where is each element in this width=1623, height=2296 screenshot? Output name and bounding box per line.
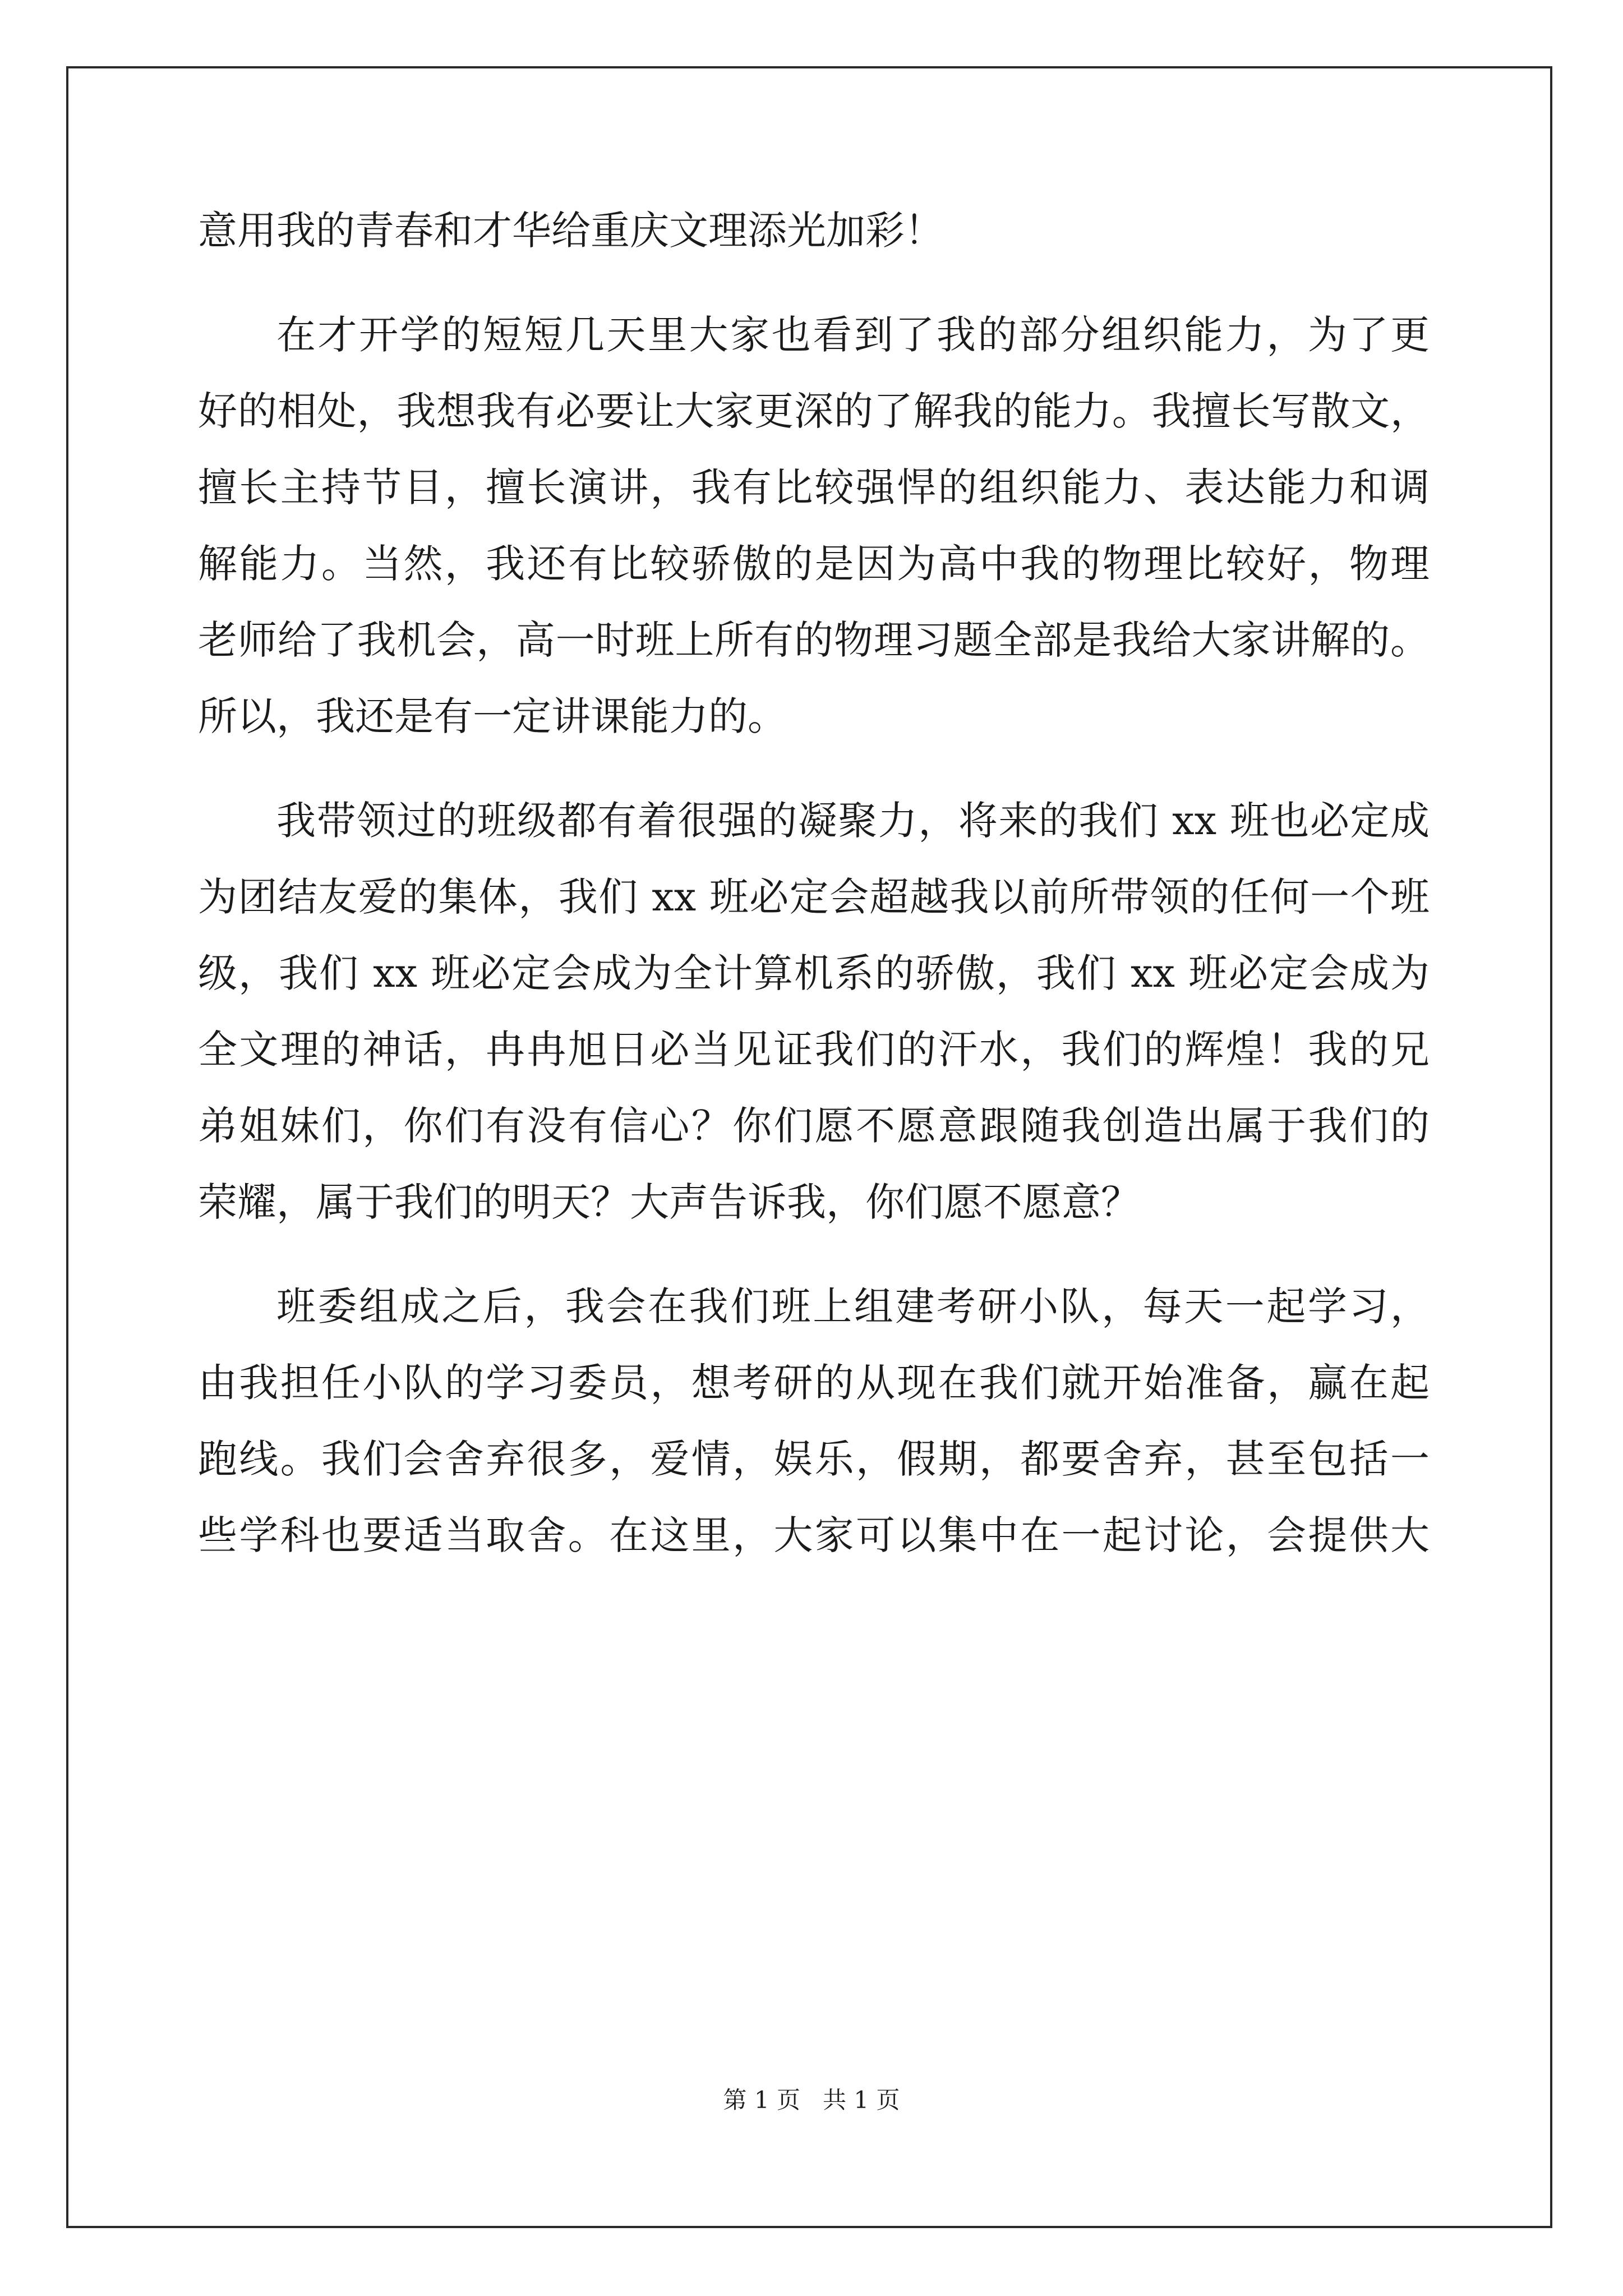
text-line-7: 所以，我还是有一定讲课能力的。	[198, 693, 787, 739]
text-line-17: 些学科也要适当取舍。在这里，大家可以集中在一起讨论，会提供大	[198, 1512, 1430, 1558]
text-line-8: 我带领过的班级都有着很强的凝聚力，将来的我们 xx 班也必定成	[276, 798, 1430, 844]
text-line-5: 解能力。当然，我还有比较骄傲的是因为高中我的物理比较好，物理	[198, 541, 1430, 587]
text-line-3: 好的相处，我想我有必要让大家更深的了解我的能力。我擅长写散文，	[198, 388, 1430, 434]
text-line-13: 荣耀，属于我们的明天？大声告诉我，你们愿不愿意？	[198, 1179, 1140, 1225]
text-line-12: 弟姐妹们，你们有没有信心？你们愿不愿意跟随我创造出属于我们的	[198, 1103, 1430, 1149]
text-line-11: 全文理的神话，冉冉旭日必当见证我们的汗水，我们的辉煌！我的兄	[198, 1027, 1430, 1073]
text-line-4: 擅长主持节目，擅长演讲，我有比较强悍的组织能力、表达能力和调	[198, 464, 1430, 510]
text-line-6: 老师给了我机会，高一时班上所有的物理习题全部是我给大家讲解的。	[198, 617, 1430, 663]
text-line-15: 由我担任小队的学习委员，想考研的从现在我们就开始准备，赢在起	[198, 1360, 1430, 1406]
text-line-2: 在才开学的短短几天里大家也看到了我的部分组织能力，为了更	[276, 312, 1430, 358]
text-line-16: 跑线。我们会舍弃很多，爱情，娱乐，假期，都要舍弃，甚至包括一	[198, 1436, 1430, 1482]
text-line-9: 为团结友爱的集体，我们 xx 班必定会超越我以前所带领的任何一个班	[198, 874, 1430, 920]
text-line-10: 级，我们 xx 班必定会成为全计算机系的骄傲，我们 xx 班必定会成为	[198, 950, 1430, 996]
text-line-14: 班委组成之后，我会在我们班上组建考研小队，每天一起学习，	[276, 1283, 1430, 1329]
text-line-1: 意用我的青春和才华给重庆文理添光加彩！	[198, 208, 944, 254]
page-number-footer: 第 1 页 共 1 页	[723, 2086, 900, 2114]
